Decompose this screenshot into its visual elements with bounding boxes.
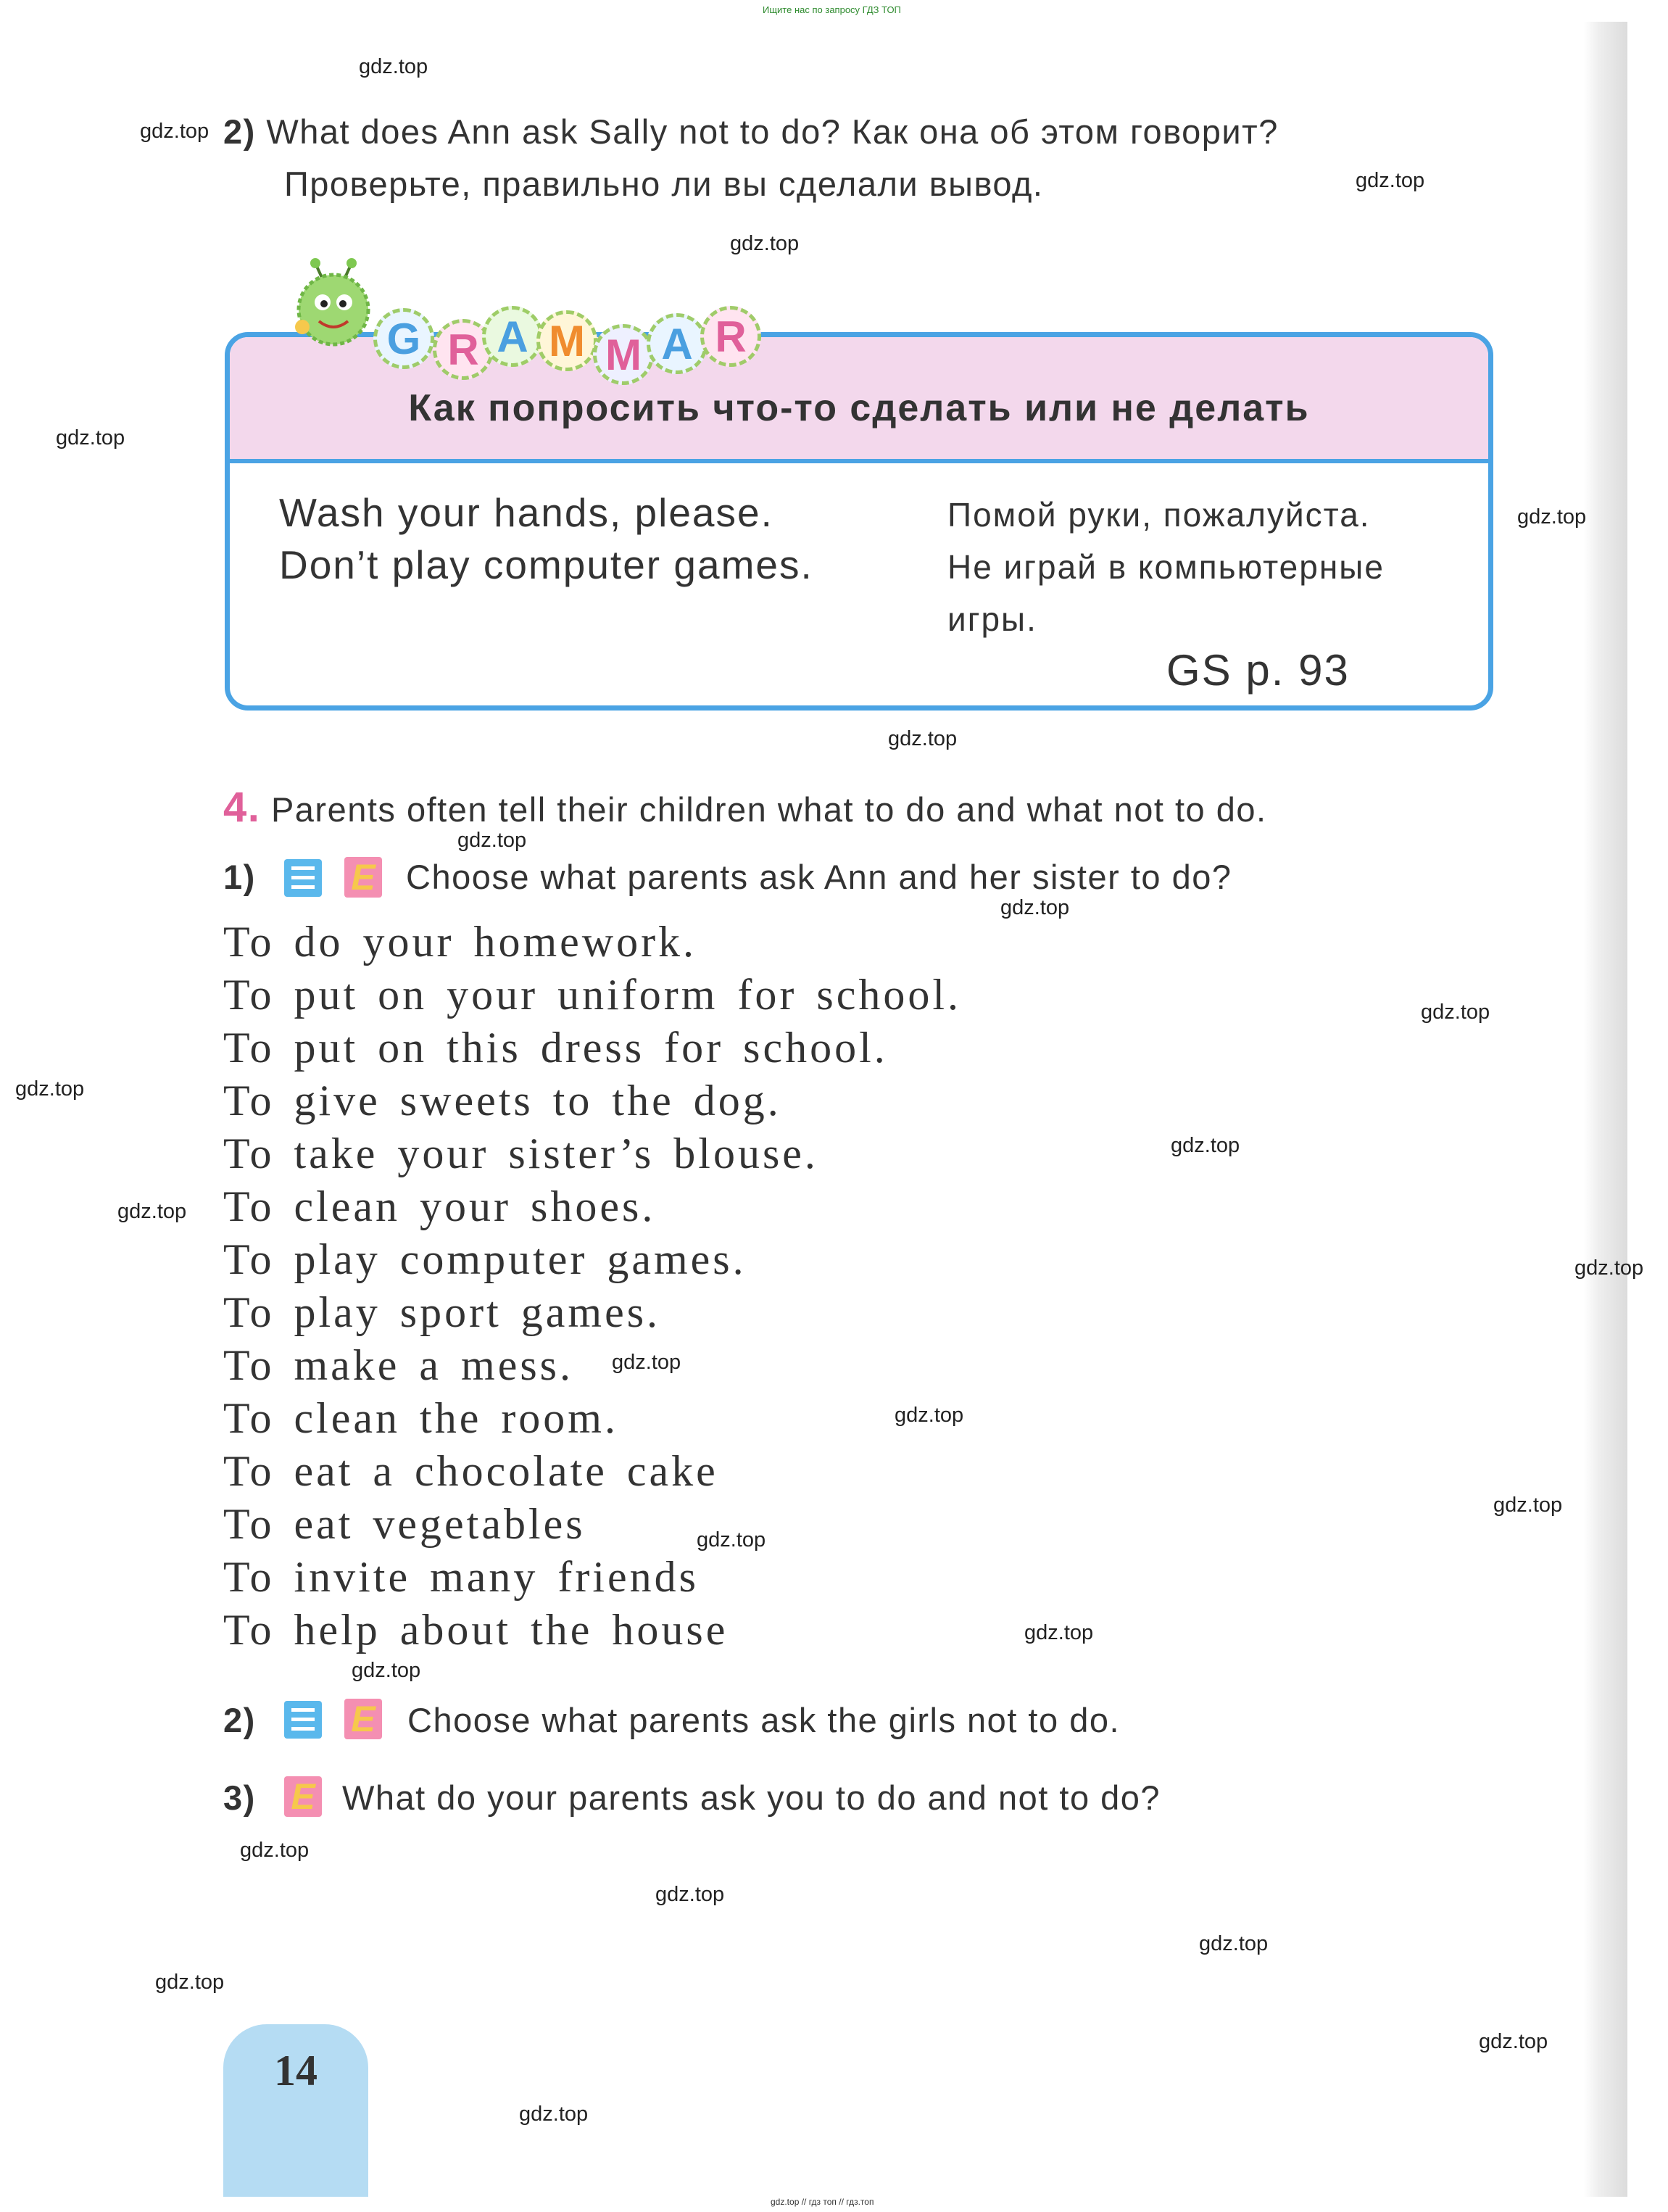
- e-letter-icon: E: [344, 857, 382, 898]
- list-item: To make a mess.: [223, 1341, 574, 1389]
- watermark: gdz.top: [895, 1404, 964, 1427]
- grammar-example-2: Don’t play computer games.: [279, 542, 813, 587]
- watermark: gdz.top: [15, 1077, 85, 1101]
- watermark: gdz.top: [140, 120, 209, 143]
- grammar-box: [225, 332, 1493, 711]
- task3-part2-number: 2): [223, 112, 256, 151]
- watermark: gdz.top: [1574, 1256, 1644, 1280]
- task4-part3-number: 3): [223, 1778, 256, 1817]
- task4-part1-text: Choose what parents ask Ann and her sister to do?: [406, 858, 1232, 896]
- watermark: gdz.top: [730, 232, 800, 255]
- grammar-letter-r: R: [433, 319, 494, 380]
- caterpillar-mascot-icon: [294, 257, 373, 352]
- list-item: To eat vegetables: [223, 1500, 586, 1548]
- watermark: gdz.top: [1356, 169, 1425, 192]
- list-item: To put on your uniform for school.: [223, 971, 962, 1019]
- grammar-letter-m2: M: [593, 324, 654, 385]
- list-item: To give sweets to the dog.: [223, 1077, 781, 1124]
- watermark: gdz.top: [1000, 896, 1070, 919]
- watermark: gdz.top: [240, 1839, 310, 1862]
- task4-part1-number: 1): [223, 858, 256, 896]
- watermark: gdz.top: [1479, 2030, 1548, 2053]
- list-icon: [284, 1701, 322, 1739]
- list-item: To take your sister’s blouse.: [223, 1130, 818, 1177]
- watermark: gdz.top: [1171, 1134, 1240, 1157]
- grammar-translation-2: Не играй в компьютерные: [947, 548, 1385, 586]
- page-number: 14: [274, 2047, 318, 2095]
- task4-number: 4.: [223, 784, 261, 831]
- grammar-subtitle: Как попросить что-то сделать или не делать: [408, 387, 1310, 429]
- grammar-reference: GS p. 93: [1166, 646, 1350, 695]
- watermark: gdz.top: [519, 2103, 589, 2126]
- header-note: Ищите нас по запросу ГДЗ ТОП: [763, 4, 901, 15]
- watermark: gdz.top: [56, 426, 125, 450]
- task3-part2: [223, 112, 1279, 152]
- footer-note: gdz.top // гдз топ // гдз.топ: [771, 2197, 874, 2207]
- page-edge-shadow: [1584, 22, 1627, 2197]
- watermark: gdz.top: [1421, 1001, 1490, 1024]
- task4-intro-text: Parents often tell their children what to do and what not to do.: [270, 790, 1267, 829]
- grammar-letter-g: G: [373, 308, 434, 369]
- list-item: To eat a chocolate cake: [223, 1447, 718, 1495]
- grammar-letter-a2: A: [647, 313, 708, 374]
- task3-part2-line1: What does Ann ask Sally not to do? Как она об этом говорит?: [266, 112, 1279, 151]
- list-item: To clean the room.: [223, 1394, 618, 1442]
- e-letter-icon: E: [284, 1776, 322, 1817]
- task4-part3-text: What do your parents ask you to do and not to do?: [342, 1778, 1161, 1817]
- task4-part2-number: 2): [223, 1701, 256, 1739]
- grammar-example-1: Wash your hands, please.: [279, 490, 773, 535]
- watermark: gdz.top: [888, 727, 958, 750]
- watermark: gdz.top: [117, 1200, 187, 1223]
- task4-part2-text: Choose what parents ask the girls not to do.: [407, 1701, 1121, 1739]
- watermark: gdz.top: [352, 1659, 421, 1682]
- watermark: gdz.top: [1517, 505, 1587, 529]
- grammar-letter-a: A: [482, 306, 543, 367]
- watermark: gdz.top: [457, 829, 527, 852]
- list-icon: [284, 859, 322, 897]
- list-item: To put on this dress for school.: [223, 1024, 888, 1072]
- list-item: To invite many friends: [223, 1553, 700, 1601]
- task4-intro: [223, 783, 1267, 832]
- grammar-letter-r2: R: [700, 306, 761, 367]
- watermark: gdz.top: [155, 1971, 225, 1994]
- watermark: gdz.top: [697, 1528, 766, 1552]
- page-number-tab: [223, 2024, 368, 2197]
- list-item: To play sport games.: [223, 1288, 661, 1336]
- list-item: To help about the house: [223, 1606, 729, 1654]
- list-item: To do your homework.: [223, 918, 697, 966]
- watermark: gdz.top: [655, 1883, 725, 1906]
- list-item: To clean your shoes.: [223, 1182, 656, 1230]
- task3-part2-line2: Проверьте, правильно ли вы сделали вывод.: [284, 165, 1044, 203]
- watermark: gdz.top: [359, 55, 428, 78]
- list-item: To play computer games.: [223, 1235, 747, 1283]
- grammar-letter-m: M: [536, 310, 597, 371]
- grammar-translation-3: игры.: [947, 600, 1037, 638]
- watermark: gdz.top: [1199, 1932, 1269, 1955]
- e-letter-icon: E: [344, 1699, 382, 1739]
- watermark: gdz.top: [1024, 1621, 1094, 1644]
- watermark: gdz.top: [612, 1351, 681, 1374]
- grammar-translation-1: Помой руки, пожалуйста.: [947, 496, 1371, 534]
- watermark: gdz.top: [1493, 1494, 1563, 1517]
